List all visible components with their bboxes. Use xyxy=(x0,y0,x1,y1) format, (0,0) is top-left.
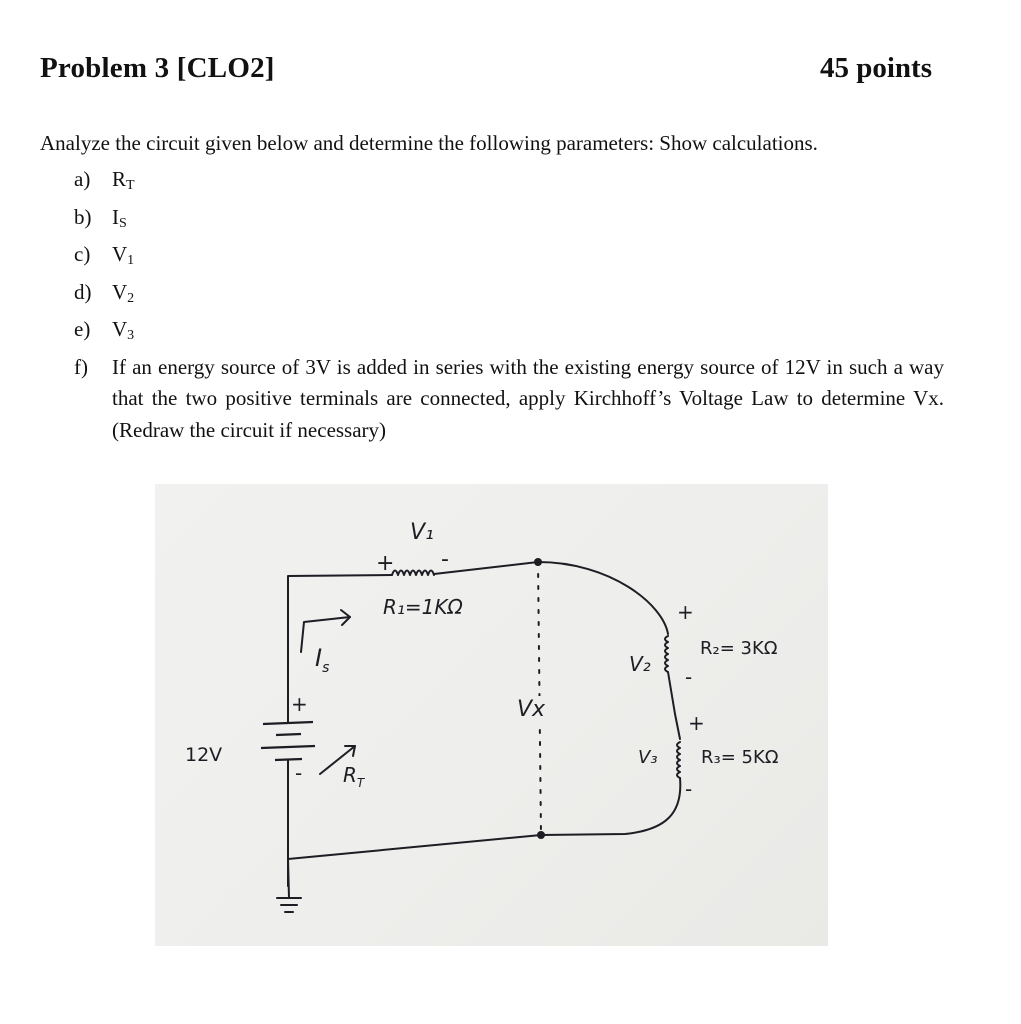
r2-resistor-symbol xyxy=(665,636,668,672)
r2-plus-sign: + xyxy=(677,600,694,624)
r2-r3-wire xyxy=(668,672,680,739)
right-loop-top xyxy=(538,562,668,634)
r3-label: R₃= 5KΩ xyxy=(701,747,779,768)
rt-label-main: R xyxy=(343,763,357,787)
r2-minus-sign: - xyxy=(685,665,693,689)
question-label: c) xyxy=(74,242,91,266)
r2-label: R₂= 3KΩ xyxy=(700,638,778,659)
ground-symbol xyxy=(277,898,301,912)
r1-label: R₁=1KΩ xyxy=(383,595,463,619)
question-label: a) xyxy=(74,167,91,191)
question-label: d) xyxy=(74,279,92,304)
is-label-sub: s xyxy=(322,660,330,676)
question-a xyxy=(74,164,944,202)
problem-title: Problem 3 [CLO2] xyxy=(40,52,275,84)
r3-plus-sign: + xyxy=(688,711,705,735)
question-subscript: 2 xyxy=(127,290,135,306)
battery-plus-sign: + xyxy=(291,692,308,716)
is-label xyxy=(315,644,329,676)
rt-label xyxy=(343,763,366,790)
question-label: b) xyxy=(74,204,92,229)
question-text: V xyxy=(112,242,128,266)
instructions: Analyze the circuit given below and determine the following parameters: Show calculations. xyxy=(40,131,818,155)
vx-label: Vx xyxy=(517,697,546,722)
question-c xyxy=(74,239,944,277)
v3-label: V₃ xyxy=(638,747,658,768)
bottom-wire xyxy=(288,835,541,859)
ground-stem xyxy=(288,859,289,898)
question-e xyxy=(74,314,944,352)
circuit-photo xyxy=(155,484,828,946)
battery-symbol xyxy=(261,709,315,779)
right-loop-bottom xyxy=(541,778,680,835)
r1-minus-sign: - xyxy=(441,547,449,572)
v1-label: V₁ xyxy=(410,520,434,545)
points-value: 45 points xyxy=(819,52,932,84)
question-subscript: T xyxy=(126,178,135,193)
battery-minus-sign: - xyxy=(295,761,303,785)
rt-label-sub: T xyxy=(356,776,365,790)
question-text: V xyxy=(112,317,128,341)
problem-heading xyxy=(40,52,932,92)
question-text: V xyxy=(112,279,128,304)
v2-label: V₂ xyxy=(629,652,651,676)
source-voltage-label: 12V xyxy=(185,744,223,766)
r1-resistor-symbol xyxy=(392,571,434,576)
question-list xyxy=(74,164,944,446)
top-right-wire xyxy=(434,562,538,574)
question-f xyxy=(74,352,944,447)
question-label: e) xyxy=(74,317,91,341)
r3-minus-sign: - xyxy=(685,777,693,801)
is-current-arrow xyxy=(301,617,350,652)
question-text: I xyxy=(112,204,119,229)
question-text: R xyxy=(112,167,127,191)
question-d xyxy=(74,277,944,315)
circuit-diagram xyxy=(155,484,828,946)
r1-plus-sign: + xyxy=(376,551,395,576)
question-text: If an energy source of 3V is added in series with the existing energy source of 12V in such a way that the two positive terminals are connected, apply Kirchhoff’s Voltage Law to determine Vx. (Redraw the circuit if necessary) xyxy=(112,354,944,442)
question-subscript: 3 xyxy=(127,328,135,343)
is-label-main: I xyxy=(315,644,323,672)
question-label: f) xyxy=(74,354,88,379)
r3-resistor-symbol xyxy=(677,742,680,778)
question-subscript: S xyxy=(119,215,127,231)
question-b xyxy=(74,202,944,240)
question-subscript: 1 xyxy=(127,253,135,268)
